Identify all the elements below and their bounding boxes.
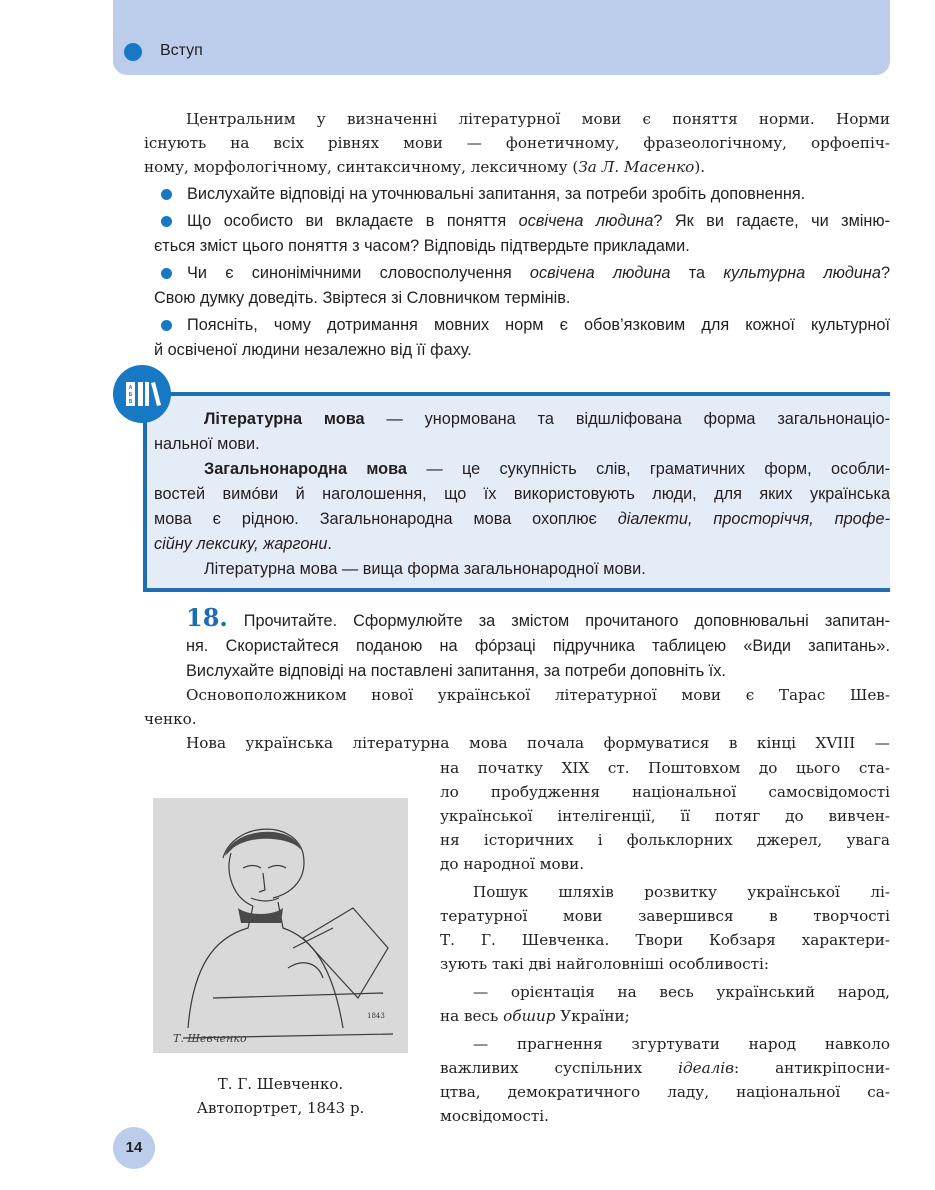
intro-paragraph (144, 107, 890, 179)
q2-line-1 (154, 209, 890, 234)
q3-text-a: Чи є синонімічними словосполучення (187, 264, 530, 282)
bullet-icon (161, 216, 172, 227)
p2-line-4: української інтелігенції, її потяг до вивчен- (440, 807, 890, 825)
intro-line-3 (144, 155, 890, 179)
def-2-line-1 (154, 457, 890, 482)
section-title: Вступ (160, 42, 203, 59)
intro-line-2: існують на всіх рівнях мови — фонетичному, фразеологічному, орфоепіч- (144, 134, 890, 152)
def-2-text-c: мова є рідною. Загальнонародна мова охоплює (154, 510, 618, 528)
question-3 (154, 261, 890, 311)
q2-text-a: Що особисто ви вкладаєте в поняття (187, 212, 519, 230)
q2-term: освічена людина (518, 212, 654, 230)
p2-line-5: ня історичних і фольклорних джерел, увага (440, 831, 890, 849)
p1-line-2: ченко. (144, 710, 197, 728)
q3-line-2: Свою думку доведіть. Звіртеся зі Словничком термінів. (154, 289, 571, 307)
q2-text-b: ? Як ви гадаєте, чи зміню- (653, 212, 891, 230)
p2-line-1: Нова українська літературна мова почала формуватися в кінці XVIII — (186, 734, 890, 752)
q2-line-2: ється зміст цього поняття з часом? Відповідь підтвердьте прикладами. (154, 237, 690, 255)
def-2-text-a: — це сукупність слів, граматичних форм, особли- (406, 460, 890, 478)
intro-source: За Л. Масенко (578, 158, 695, 176)
q3-line-1 (154, 261, 890, 286)
p4-italic: обшир (503, 1007, 556, 1025)
p1-line-1: Основоположником нової української літературної мови є Тарас Шев- (186, 686, 890, 704)
svg-text:В: В (128, 399, 133, 405)
body-paragraph-1 (144, 683, 890, 755)
intro-line-1: Центральним у визначенні літературної мови є поняття норми. Норми (186, 110, 890, 128)
question-4 (154, 313, 890, 363)
definition-text (154, 407, 890, 582)
bullet-icon (161, 268, 172, 279)
def-2-line-4 (154, 532, 890, 557)
q4-line-1: Поясніть, чому дотримання мовних норм є обов’язковим для кожної культурної (187, 316, 890, 334)
question-1 (154, 182, 890, 207)
chapter-header (113, 0, 890, 75)
p2-line-2: на початку XIX ст. Поштовхом до цього ста- (440, 759, 890, 777)
self-portrait-image (153, 798, 408, 1053)
question-2 (154, 209, 890, 259)
body-right-column (440, 756, 890, 1128)
p4-text-a: на весь (440, 1007, 504, 1025)
p2-line-6: до народної мови. (440, 855, 585, 873)
svg-text:Б: Б (128, 392, 133, 398)
p3-line-2: тературної мови завершився в творчості (440, 907, 890, 925)
def-term-literary-language: Літературна мова (204, 410, 365, 428)
def-term-national-language: Загальнонародна мова (204, 460, 407, 478)
exercise-18 (186, 605, 890, 634)
exercise-18-cont (186, 634, 890, 684)
caption-line-1: Т. Г. Шевченко. (217, 1075, 344, 1093)
p3-line-3: Т. Г. Шевченка. Твори Кобзаря характери- (440, 931, 890, 949)
q1-line: Вислухайте відповіді на уточнювальні запитання, за потреби зробіть доповнення. (187, 185, 806, 203)
p4-text-b: України; (555, 1007, 630, 1025)
svg-text:А: А (128, 385, 133, 391)
question-list (154, 182, 890, 363)
def-2-text-d: . (327, 535, 332, 553)
q3-term-2: культурна людина (723, 264, 881, 282)
def-1-line-1 (154, 407, 890, 432)
q3-term-1: освічена людина (529, 264, 671, 282)
caption-line-2: Автопортрет, 1843 р. (196, 1099, 365, 1117)
q3-text-b: ? (880, 264, 891, 282)
p3-line-1: Пошук шляхів розвитку української лі- (473, 883, 890, 901)
p5-line-4: мосвідомості. (440, 1107, 549, 1125)
exercise-line-3: Вислухайте відповіді на поставлені запитання, за потреби доповніть їх. (186, 662, 726, 680)
portrait-year: 1843 (367, 1012, 385, 1020)
def-2-italic-c: діалекти, просторіччя, профе- (617, 510, 890, 528)
p3-line-4: зують такі дві найголовніші особливості: (440, 955, 769, 973)
p5-line-1: — прагнення згуртувати народ навколо (473, 1035, 890, 1053)
q4-line-2: й освіченої людини незалежно від її фаху. (154, 341, 472, 359)
p5-text-b: : антикріпосни- (734, 1059, 890, 1077)
def-1-text: — унормована та відшліфована форма загальнонаціо- (364, 410, 890, 428)
p4-line-2 (440, 1004, 890, 1028)
portrait-caption (153, 1072, 408, 1120)
p4-line-1: — орієнтація на весь український народ, (473, 983, 890, 1001)
p2-line-3: ло пробудження національної самосвідомості (440, 783, 890, 801)
intro-tail: ). (694, 158, 706, 176)
p5-text-a: важливих суспільних (440, 1059, 679, 1077)
exercise-line-2: ня. Скористайтеся поданою на фóрзаці підручника таблицею «Види запитань». (186, 637, 890, 655)
def-3-line: Літературна мова — вища форма загальнонародної мови. (204, 560, 646, 578)
page-number: 14 (113, 1127, 155, 1169)
intro-line-3-text: ному, морфологічному, синтаксичному, лексичному ( (144, 158, 579, 176)
exercise-number: 18. (186, 603, 228, 632)
exercise-line-1 (186, 605, 890, 634)
portrait-sketch-svg (153, 798, 408, 1053)
def-2-line-2: востей вимóви й наголошення, що їх використовують люди, для яких українська (154, 485, 890, 503)
def-1-line-2: нальної мови. (154, 435, 260, 453)
section-bullet-icon (124, 43, 142, 61)
p5-line-2 (440, 1056, 890, 1080)
q3-text-mid: та (670, 264, 724, 282)
def-2-line-3 (154, 507, 890, 532)
p5-line-3: цтва, демократичного ладу, національної са- (440, 1083, 890, 1101)
exercise-text-1: Прочитайте. Сформулюйте за змістом прочитаного доповнювальні запитан- (243, 612, 890, 630)
bullet-icon (161, 320, 172, 331)
portrait-signature: Т. Шевченко (173, 1032, 247, 1045)
p5-italic: ідеалів (678, 1059, 735, 1077)
def-2-italic-d: сійну лексику, жаргони (154, 535, 328, 553)
bullet-icon (161, 189, 172, 200)
